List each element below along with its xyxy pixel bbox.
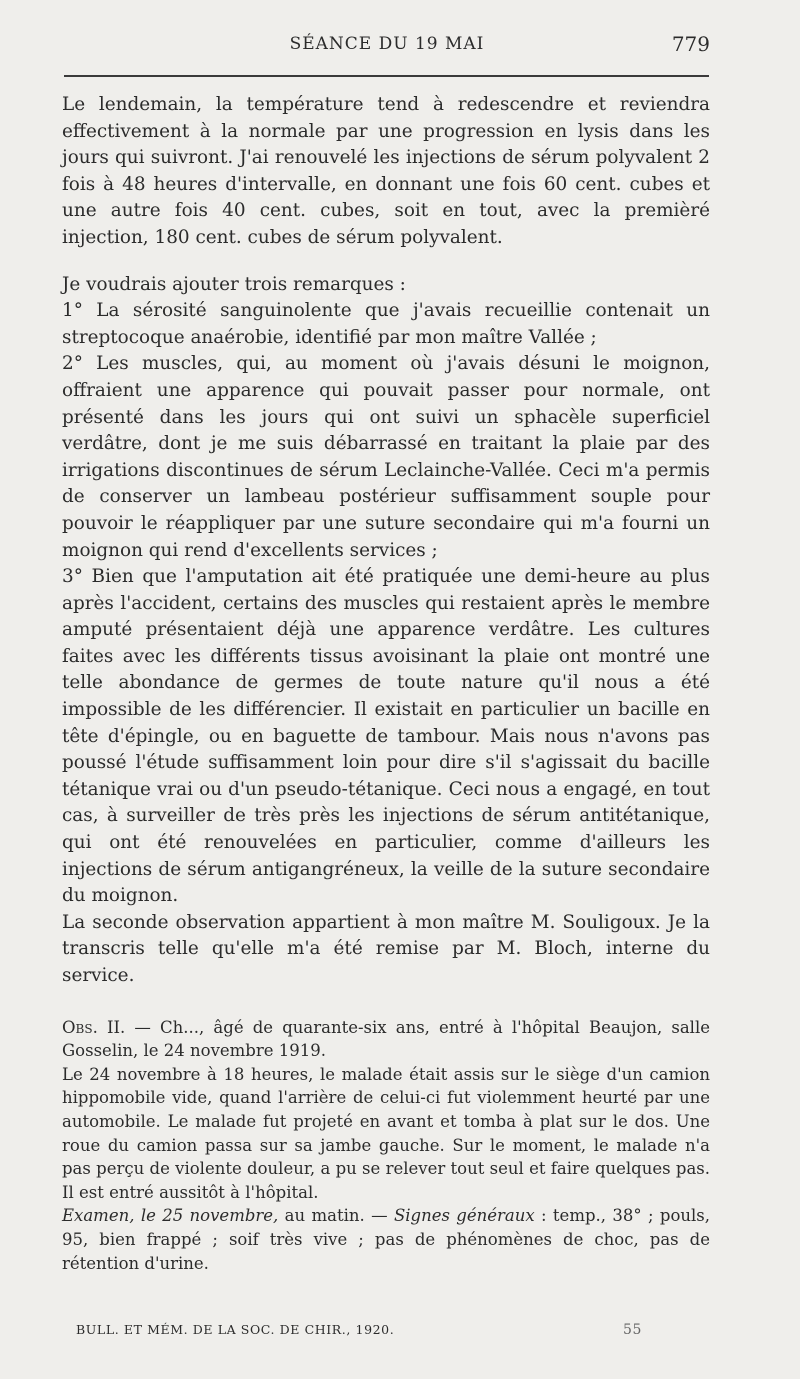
spacer — [62, 252, 710, 272]
footer — [76, 1322, 642, 1344]
paragraph-outcome: Le lendemain, la température tend à redescendre et reviendra effectivement à la normale par une progression en lysis dans les jours qui suivront. J'ai renouvelé les injections de sérum polyvalent 2 fois à 48 heures d'intervalle, en donnant une fois 60 cent. cubes et une autre fois 40 cent. cubes, soit en tout, avec la premièré injection, 180 cent. cubes de sérum polyvalent. — [62, 94, 710, 248]
paragraph-remark-3: 3° Bien que l'amputation ait été pratiquée une demi-heure au plus après l'accident, certains des muscles qui restaient après le membre amputé présentaient déjà une apparence verdâtre. Les cultures faites avec les différents tissus avoisinant la plaie ont montré une telle abondance de germes de toute nature qu'il nous a été impossible de les différencier. Il existait en particulier un bacille en tête d'épingle, ou en baguette de tambour. Mais nous n'avons pas poussé l'étude suffisamment loin pour dire s'il s'agissait du bacille tétanique vrai ou d'un pseudo-tétanique. Ceci nous a engagé, en tout cas, à surveiller de très près les injections de sérum antitétanique, qui ont été renouvelées en particulier, comme d'ailleurs les injections de sérum antigangréneux, la veille de la suture secondaire du moignon. — [62, 566, 710, 907]
header-title: SÉANCE DU 19 MAI — [289, 34, 485, 54]
paragraph-remarks-intro: Je voudrais ajouter trois remarques : — [62, 273, 406, 295]
observation-paragraph: Le 24 novembre à 18 heures, le malade était assis sur le siège d'un camion hippomobile vide, quand l'arrière de celui-ci fut violemment heurté par une automobile. Le malade fut projeté en avant et tomba à plat sur le dos. Une roue du camion passa sur sa jambe gauche. Sur le moment, le malade n'a pas perçu de violente douleur, a pu se relever tout seul et faire quelques pas. Il est entré aussitôt à l'hôpital. — [62, 1064, 710, 1202]
exam-rest: : temp., 38° ; pouls, 95, bien frappé ; soif très vive ; pas de phénomènes de choc, pas de rétention d'urine. — [62, 1206, 710, 1273]
paragraph-remark-1: 1° La sérosité sanguinolente que j'avais recueillie contenait un streptocoque anaérobie, identifié par mon maître Vallée ; — [62, 300, 710, 348]
observation-intro — [62, 1016, 710, 1063]
spacer — [62, 990, 710, 1016]
observation-intro-text: — Ch..., âgé de quarante-six ans, entré à l'hôpital Beaujon, salle Gosselin, le 24 novembre 1919. — [62, 1017, 711, 1061]
body-text — [62, 92, 710, 1275]
page-number: 779 — [671, 32, 710, 56]
paragraph-remark-2: 2° Les muscles, qui, au moment où j'avais désuni le moignon, offraient une apparence qui pouvait passer pour normale, ont présenté dans les jours qui ont suivi un sphacèle superficiel verdâtre, dont je me suis débarrassé en traitant la plaie par des irrigations discontinues de sérum Leclainche-Vallée. Ceci m'a permis de conserver un lambeau postérieur suffisamment souple pour pouvoir le réappliquer par une suture secondaire qui m'a fourni un moignon qui rend d'excellents services ; — [62, 353, 710, 561]
header-rule — [64, 75, 709, 77]
main-text — [62, 92, 710, 990]
footer-signature: 55 — [622, 1322, 642, 1338]
observation-text — [62, 1016, 710, 1276]
signs-label: Signes généraux — [393, 1206, 535, 1226]
observation-exam — [62, 1204, 710, 1275]
running-header — [62, 34, 712, 60]
footer-journal: BULL. ET MÉM. DE LA SOC. DE CHIR., 1920. — [76, 1322, 395, 1337]
exam-mid: au matin. — — [278, 1206, 394, 1226]
paragraph-second-observation: La seconde observation appartient à mon maître M. Souligoux. Je la transcris telle qu'elle m'a été remise par M. Bloch, interne du service. — [62, 911, 710, 986]
observation-label: Obs. II. — [62, 1017, 126, 1037]
exam-label: Examen, le 25 novembre, — [62, 1206, 279, 1226]
